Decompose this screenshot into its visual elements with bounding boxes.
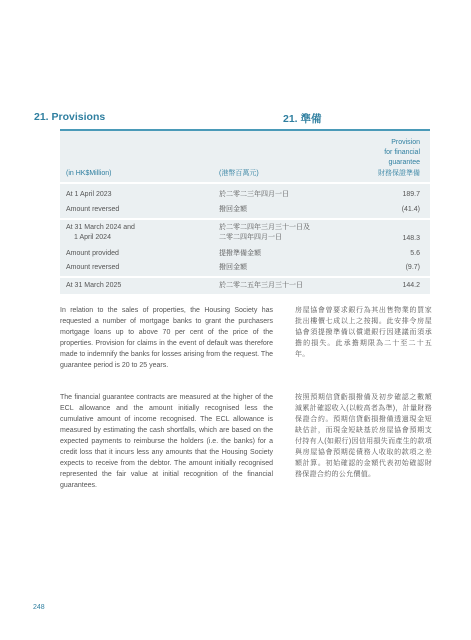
col-header-en-2: for financial	[384, 149, 420, 156]
paragraph-en-2: The financial guarantee contracts are measured at the higher of the ECL allowance and the amount initially recognised less the cumulative amount of income recognised. The ECL allowance is measured by estimating the cash shortfalls, which are based on the expected payments to reimburse the holders (i.e. the banks) for a credit loss that it incurs less any amounts that the Housing Society expects to receive from the debtor. The amount initially recognised represented the fair value at initial recognition of the financial guarantees.	[60, 394, 273, 489]
paragraph-en-1: In relation to the sales of properties, the Housing Society has requested a number of mortgage banks to grant the purchasers mortgage loans up to above 70 per cent of the price of the properties. Provision for claims in the event of default was therefore made to indemnify the banks for losses arising from the request. The guarantee period is 20 to 25 years.	[60, 307, 273, 369]
row-value: 144.2	[402, 282, 420, 289]
col-header-en-1: Provision	[391, 139, 420, 146]
row-value: (41.4)	[401, 206, 420, 213]
section-title-en: 21. Provisions	[34, 111, 106, 123]
row-label-zh: 於二零二五年三月三十一日	[219, 282, 303, 289]
row-label-zh: 提撥準備金額	[219, 250, 261, 257]
row-label-zh: 撥回金額	[219, 264, 247, 271]
row-value: 148.3	[402, 235, 420, 242]
row-label-en: Amount reversed	[66, 206, 120, 213]
row-label-en: Amount reversed	[66, 264, 120, 271]
row-label-zh: 於二零二三年四月一日	[219, 191, 289, 198]
row-label-zh: 於二零二四年三月三十一日及	[219, 224, 310, 231]
section-title-zh: 21. 準備	[283, 113, 322, 125]
row-label-en: At 1 April 2023	[66, 191, 112, 198]
row-label-zh: 撥回金額	[219, 206, 247, 213]
unit-label-en: (in HK$Million)	[66, 170, 112, 177]
row-label-en: At 31 March 2025	[66, 282, 122, 289]
unit-label-zh: (港幣百萬元)	[219, 170, 259, 177]
col-header-zh: 財務保證準備	[378, 170, 420, 177]
row-label-en: Amount provided	[66, 250, 119, 257]
page-number: 248	[33, 604, 45, 611]
row-value: 189.7	[402, 191, 420, 198]
row-label-zh-continued: 二零二四年四月一日	[219, 234, 282, 241]
paragraph-zh-2: 按照預期信貸虧損撥備及初步確認之數額減累計確認收入(以較高者為準)，計量財務保證合約。預期信貸虧損撥備透過現金短缺估計，而現金短缺基於房屋協會預期支付持有人(如銀行)因信用損失而產生的款項與房屋協會預期從債務人收取的款項之差額計算。初始確認的金額代表初始確認財務保證合約的公允價值。	[295, 394, 432, 478]
row-value: (9.7)	[405, 264, 420, 271]
paragraph-zh-1: 房屋協會曾要求銀行為其出售物業的買家批出樓價七成以上之按揭。此安排令房屋協會須提撥準備以償還銀行因建議而須承擔的損失。此承擔期限為二十至二十五年。	[295, 307, 432, 358]
row-value: 5.6	[410, 250, 420, 257]
row-label-en: At 31 March 2024 and	[66, 224, 135, 231]
row-label-en-continued: 1 April 2024	[74, 234, 111, 241]
col-header-en-3: guarantee	[388, 159, 420, 166]
